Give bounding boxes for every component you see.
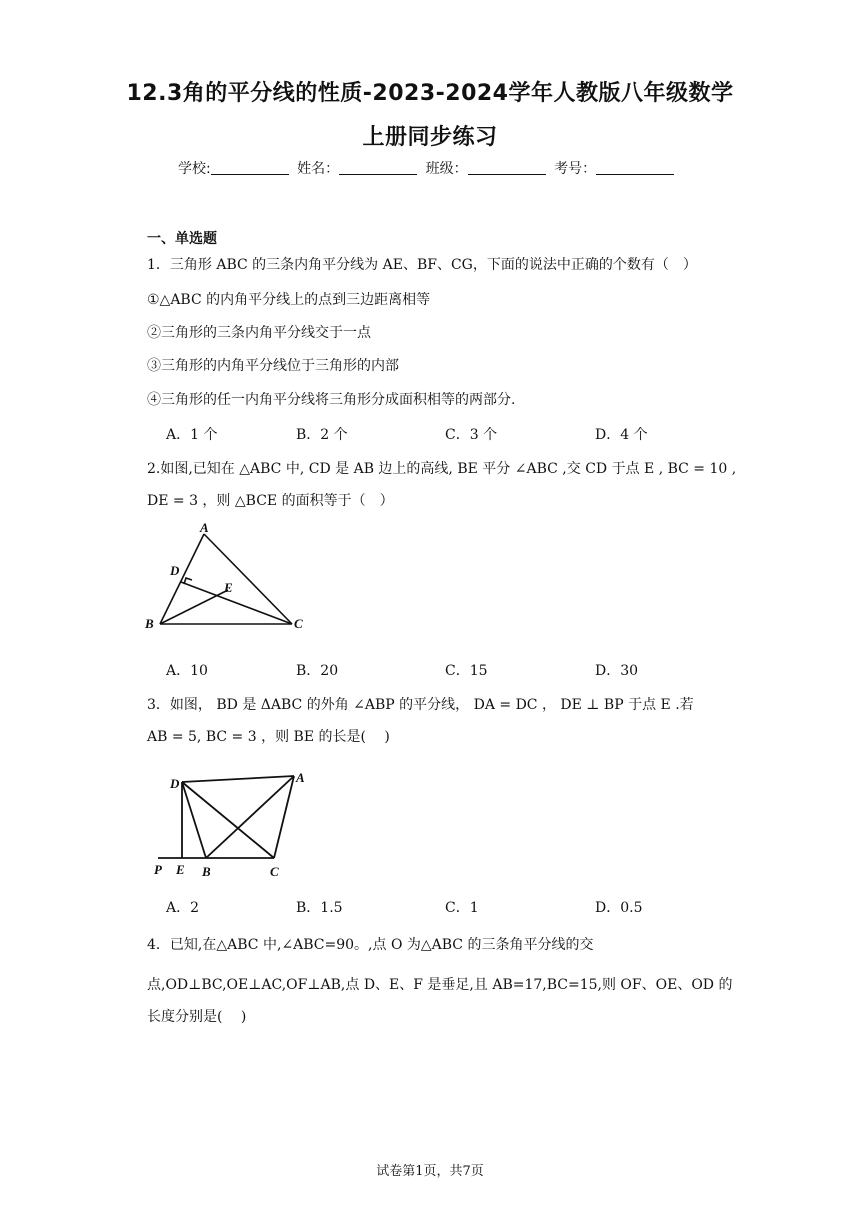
q2-label-b: B — [145, 616, 154, 631]
number-label: 考号： — [554, 161, 597, 177]
q2-figure — [140, 520, 320, 635]
q2-label-a: A — [200, 520, 209, 535]
page-footer: 试卷第1页，共7页 — [376, 1164, 484, 1179]
q2-label-e: E — [224, 580, 233, 595]
number-blank — [596, 160, 674, 175]
q3-label-p: P — [154, 862, 162, 877]
q3-label-c: C — [270, 864, 279, 879]
q1-option-a: A．1 个 — [166, 427, 218, 443]
q3-line-1: 3．如图， BD 是 ΔABC 的外角 ∠ABP 的平分线， DA = DC ， DE ⊥ BP 于点 E .若 — [147, 697, 694, 713]
title-line-1: 12.3角的平分线的性质-2023-2024学年人教版八年级数学 — [126, 81, 734, 106]
school-label: 学校: — [178, 161, 211, 177]
q1-statement-2: ②三角形的三条内角平分线交于一点 — [147, 325, 371, 341]
class-blank — [468, 160, 546, 175]
q2-label-d: D — [170, 563, 180, 578]
name-label: 姓名： — [297, 161, 340, 177]
section-heading: 一、单选题 — [147, 231, 217, 247]
q2-line-1: 2.如图,已知在 △ABC 中, CD 是 AB 边上的高线, BE 平分 ∠ABC ,交 CD 于点 E , BC = 10 , — [147, 461, 737, 477]
q1-option-d: D．4 个 — [595, 427, 648, 443]
q1-option-b: B．2 个 — [296, 427, 348, 443]
class-label: 班级： — [425, 161, 468, 177]
name-blank — [339, 160, 417, 175]
q3-option-a: A．2 — [166, 900, 200, 916]
q3-label-e: E — [176, 862, 185, 877]
q4-line-1: 4．已知,在△ABC 中,∠ABC=90。,点 O 为△ABC 的三条角平分线的交 — [147, 937, 594, 953]
q3-option-c: C．1 — [445, 900, 479, 916]
q1-statement-4: ④三角形的任一内角平分线将三角形分成面积相等的两部分. — [147, 392, 516, 408]
student-info-row — [178, 158, 678, 178]
q4-line-3: 长度分别是( ) — [147, 1009, 247, 1025]
q2-line-2: DE = 3 ，则 △BCE 的面积等于（ ） — [147, 493, 394, 509]
q2-option-c: C．15 — [445, 663, 488, 679]
school-blank — [211, 160, 289, 175]
q2-option-a: A．10 — [166, 663, 208, 679]
q1-stem: 1．三角形 ABC 的三条内角平分线为 AE、BF、CG，下面的说法中正确的个数有（ ） — [147, 257, 697, 273]
q3-label-d: D — [170, 776, 180, 791]
q2-option-b: B．20 — [296, 663, 339, 679]
q3-line-2: AB = 5, BC = 3 ，则 BE 的长是( ) — [147, 729, 390, 745]
q1-option-c: C．3 个 — [445, 427, 498, 443]
q3-label-b: B — [202, 864, 211, 879]
q4-line-2: 点,OD⊥BC,OE⊥AC,OF⊥AB,点 D、E、F 是垂足,且 AB=17,BC=15,则 OF、OE、OD 的 — [147, 977, 733, 993]
q3-figure — [148, 766, 318, 882]
q2-label-c: C — [294, 616, 303, 631]
q3-option-b: B．1.5 — [296, 900, 343, 916]
q2-option-d: D．30 — [595, 663, 639, 679]
q1-statement-3: ③三角形的内角平分线位于三角形的内部 — [147, 358, 399, 374]
q3-label-a: A — [296, 770, 305, 785]
title-line-2: 上册同步练习 — [362, 125, 498, 150]
q1-statement-1: ①△ABC 的内角平分线上的点到三边距离相等 — [147, 292, 431, 308]
q3-option-d: D．0.5 — [595, 900, 643, 916]
